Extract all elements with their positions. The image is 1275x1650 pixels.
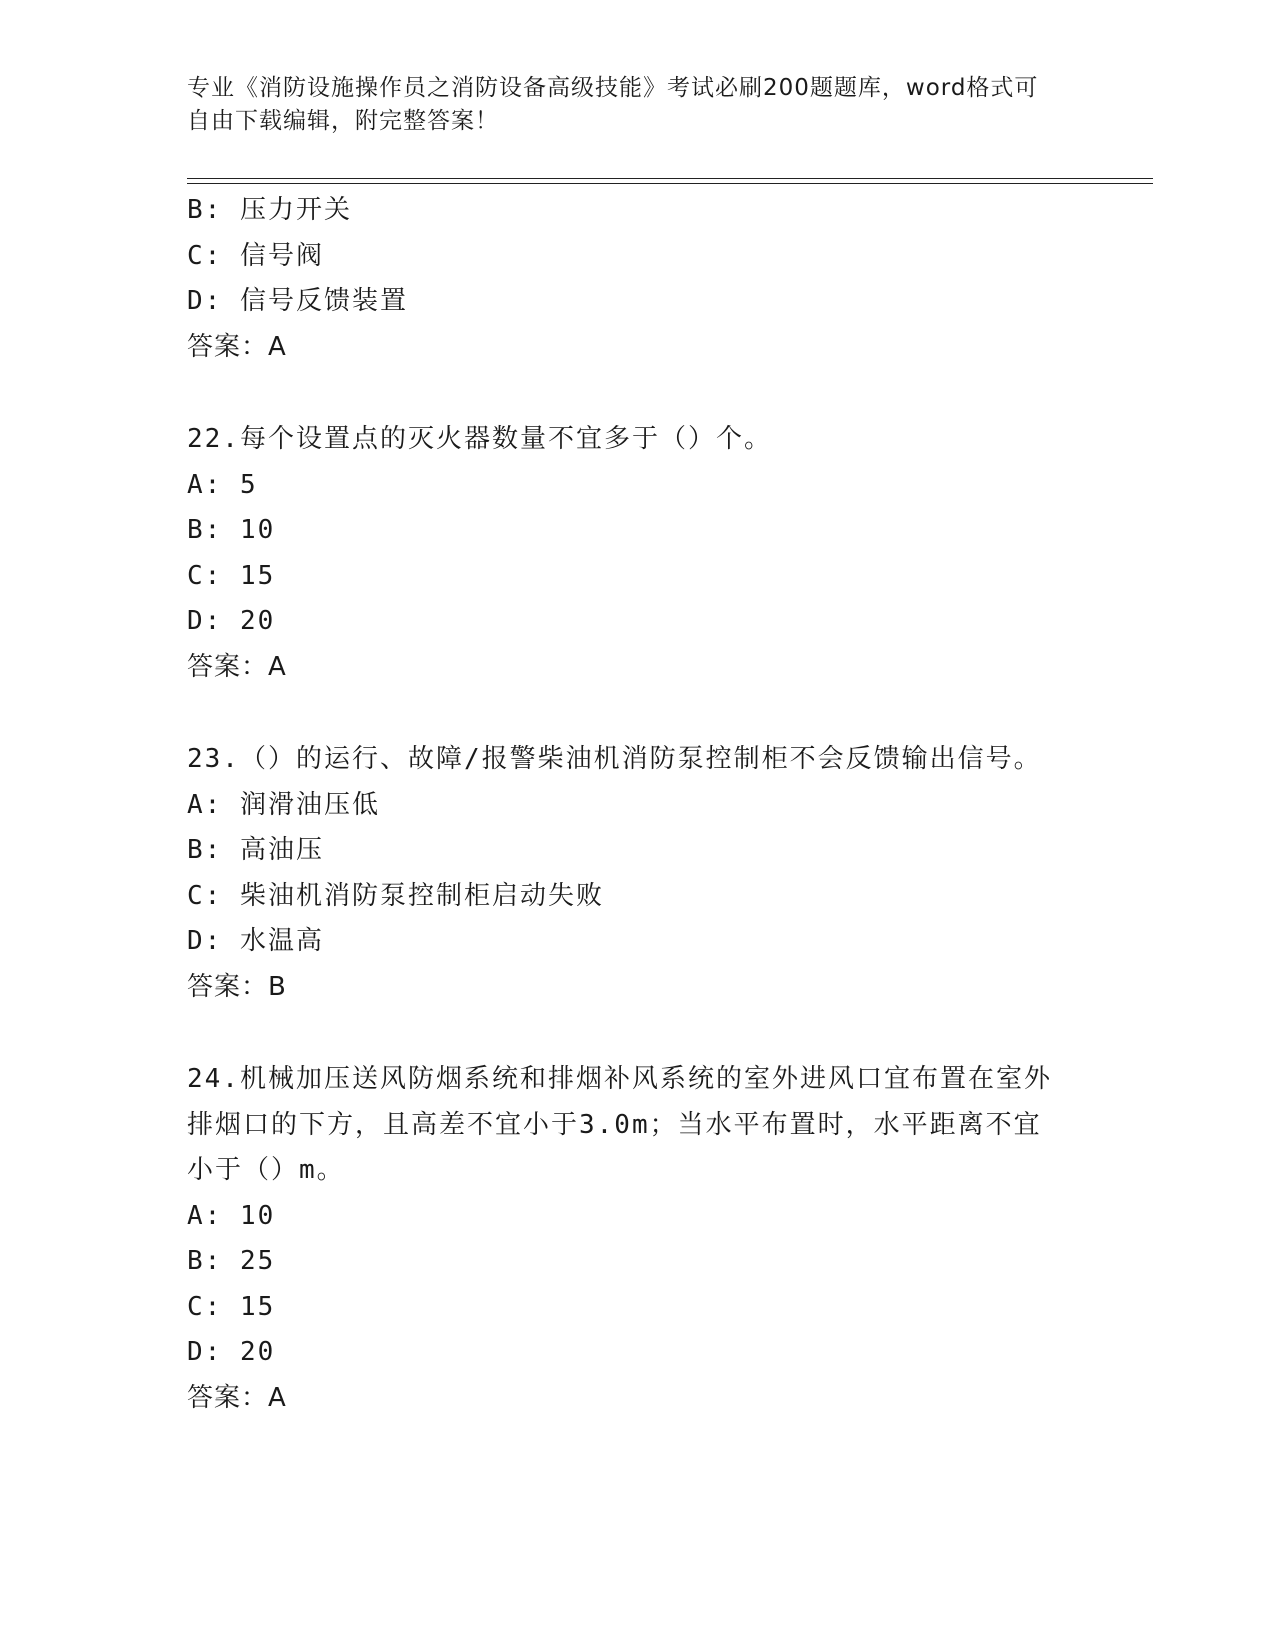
option-a: A: 润滑油压低 — [187, 789, 380, 820]
option-c: C: 15 — [187, 1291, 276, 1322]
header-line-1: 专业《消防设施操作员之消防设备高级技能》考试必刷200题题库，word格式可 — [187, 75, 1039, 101]
question-list — [187, 188, 1087, 1421]
question-stem-line-2: 排烟口的下方，且高差不宜小于3.0m；当水平布置时，水平距离不宜 — [187, 1109, 1042, 1140]
option-a: A: 10 — [187, 1200, 276, 1231]
option-c: C: 信号阀 — [187, 240, 324, 271]
option-c: C: 柴油机消防泵控制柜启动失败 — [187, 880, 604, 911]
option-b: B: 压力开关 — [187, 195, 352, 225]
answer-line: 答案：A — [187, 331, 287, 362]
header-rule-bottom — [187, 183, 1153, 184]
question-22 — [187, 417, 1087, 690]
question-stem-line-3: 小于（）m。 — [187, 1155, 345, 1185]
header-rule-top — [187, 178, 1153, 179]
header-line-2: 自由下载编辑，附完整答案！ — [187, 108, 499, 134]
question-stem: 23.（）的运行、故障/报警柴油机消防泵控制柜不会反馈输出信号。 — [187, 744, 1042, 774]
question-24 — [187, 1057, 1087, 1421]
answer-line: 答案：A — [187, 651, 287, 682]
spacer — [187, 1010, 1087, 1057]
option-d: D: 水温高 — [187, 926, 324, 956]
question-stem: 22.每个设置点的灭火器数量不宜多于（）个。 — [187, 424, 772, 454]
option-b: B: 25 — [187, 1246, 276, 1276]
option-d: D: 20 — [187, 606, 276, 636]
option-d: D: 信号反馈装置 — [187, 286, 408, 316]
spacer — [187, 690, 1087, 737]
answer-line: 答案：A — [187, 1382, 287, 1413]
question-stem-line-1: 24.机械加压送风防烟系统和排烟补风系统的室外进风口宜布置在室外 — [187, 1064, 1052, 1094]
option-b: B: 10 — [187, 515, 276, 545]
option-c: C: 15 — [187, 560, 276, 591]
question-23 — [187, 737, 1087, 1010]
option-b: B: 高油压 — [187, 835, 324, 865]
option-d: D: 20 — [187, 1337, 276, 1367]
spacer — [187, 370, 1087, 417]
carryover-question — [187, 188, 1087, 370]
option-a: A: 5 — [187, 469, 258, 500]
document-header — [187, 72, 1067, 138]
answer-line: 答案：B — [187, 971, 287, 1002]
